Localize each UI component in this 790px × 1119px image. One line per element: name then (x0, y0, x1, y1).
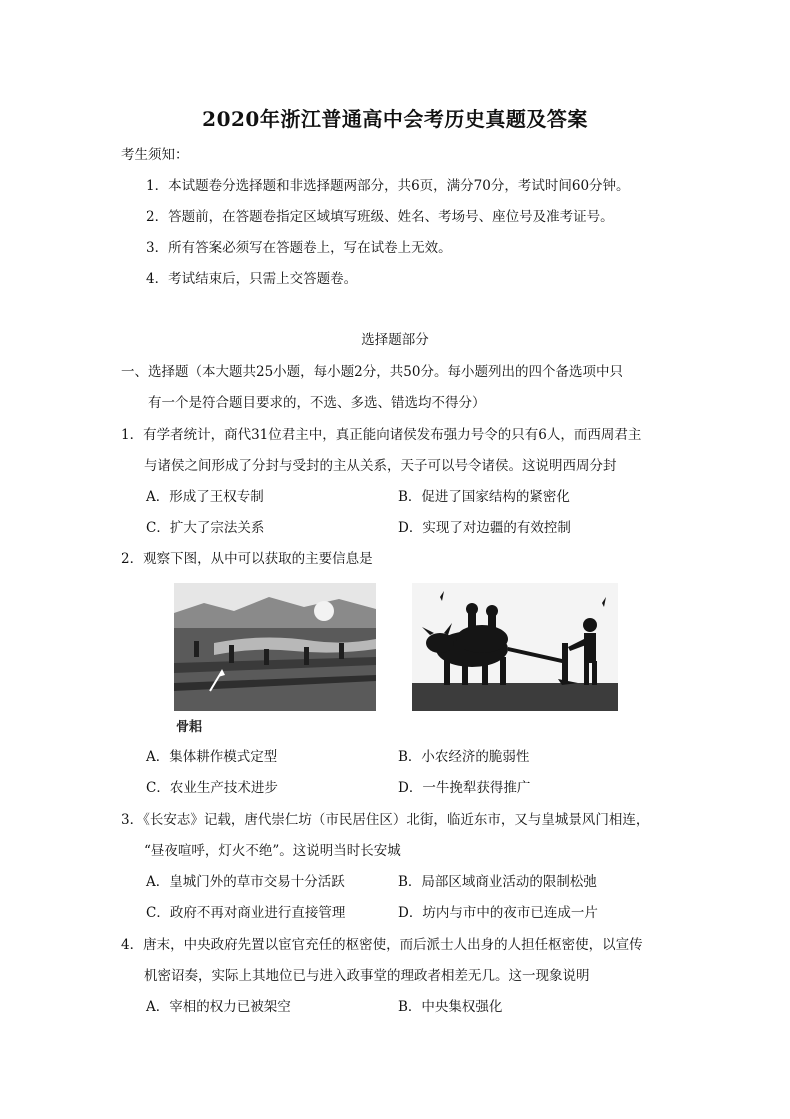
ox-plough-image (412, 583, 618, 711)
section-title: 选择题部分 (361, 332, 429, 348)
question-stem: 机密诏奏，实际上其地位已与进入政事堂的理政者相差无几。这一现象说明 (144, 968, 590, 984)
option-c: C．政府不再对商业进行直接管理 (146, 905, 346, 921)
option-a: A．皇城门外的草市交易十分活跃 (146, 874, 345, 890)
option-b: B．中央集权强化 (398, 999, 503, 1015)
option-c: C．扩大了宗法关系 (146, 520, 265, 536)
notice-item: 3．所有答案必须写在答题卷上，写在试卷上无效。 (146, 240, 452, 256)
question-stem: 1．有学者统计，商代31位君主中，真正能向诸侯发布强力号令的只有6人，而西周君主 (121, 427, 642, 443)
notice-item: 1．本试题卷分选择题和非选择题两部分，共6页，满分70分，考试时间60分钟。 (146, 178, 630, 194)
section-instruction: 一、选择题（本大题共25小题，每小题2分，共50分。每小题列出的四个备选项中只 (121, 364, 623, 380)
question-stem: 4．唐末，中央政府先置以宦官充任的枢密使，而后派士人出身的人担任枢密使，以宣传 (121, 937, 643, 953)
notice-item: 2．答题前，在答题卷指定区域填写班级、姓名、考场号、座位号及准考证号。 (146, 209, 614, 225)
section-instruction: 有一个是符合题目要求的，不选、多选、错选均不得分） (148, 395, 486, 411)
question-stem: 与诸侯之间形成了分封与受封的主从关系，天子可以号令诸侯。这说明西周分封 (144, 458, 617, 474)
option-b: B．促进了国家结构的紧密化 (398, 489, 570, 505)
question-stem: 2．观察下图，从中可以获取的主要信息是 (121, 551, 373, 567)
option-a: A．宰相的权力已被架空 (146, 999, 291, 1015)
farming-scene-image (174, 583, 376, 711)
option-a: A．集体耕作模式定型 (146, 749, 278, 765)
option-c: C．农业生产技术进步 (146, 780, 278, 796)
notice-item: 4．考试结束后，只需上交答题卷。 (146, 271, 358, 287)
option-d: D．一牛挽犁获得推广 (398, 780, 531, 796)
option-b: B．局部区域商业活动的限制松弛 (398, 874, 597, 890)
figure-label: 骨耜 (176, 720, 203, 735)
option-d: D．实现了对边疆的有效控制 (398, 520, 571, 536)
page-title: 2020年浙江普通高中会考历史真题及答案 (202, 107, 588, 131)
question-stem: “昼夜喧呼，灯火不绝”。这说明当时长安城 (144, 843, 401, 859)
option-d: D．坊内与市中的夜市已连成一片 (398, 905, 598, 921)
question-stem: 3．《长安志》记载，唐代崇仁坊（市民居住区）北街，临近东市，又与皇城景风门相连， (121, 812, 650, 828)
option-b: B．小农经济的脆弱性 (398, 749, 530, 765)
option-a: A．形成了王权专制 (146, 489, 264, 505)
notice-heading: 考生须知： (121, 147, 189, 163)
